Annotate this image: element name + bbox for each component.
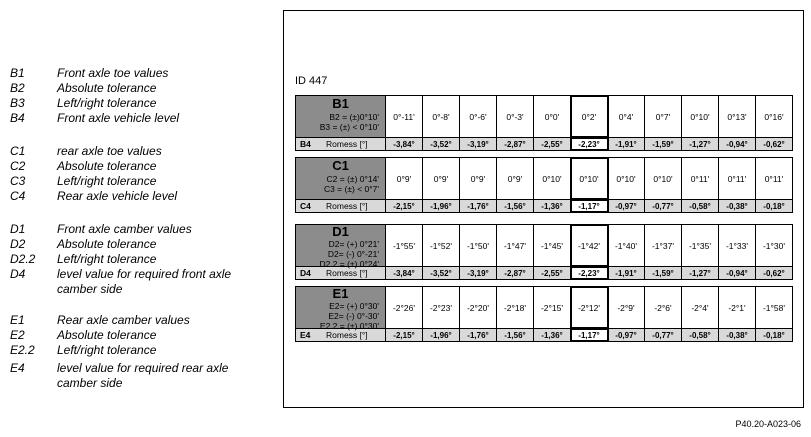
- value-cell: 0°2': [571, 96, 608, 137]
- level-cell: -0,62°: [763, 139, 785, 149]
- legend-item: [10, 252, 247, 267]
- value-cell: -2°9': [608, 287, 645, 328]
- level-cell: -0,58°: [682, 200, 719, 212]
- value-cell: 0°9': [423, 158, 460, 199]
- legend-item: [10, 96, 247, 111]
- value-cell: 0°11': [682, 158, 719, 199]
- level-label: Romess [°]: [326, 330, 368, 340]
- level-label: Romess [°]: [326, 268, 368, 278]
- tolerance-label: E2= (-) 0°-30': [328, 311, 379, 321]
- legend-key: B3: [10, 96, 25, 110]
- block-level-row: [296, 138, 792, 150]
- alignment-table-frame: [283, 10, 804, 408]
- level-key: C4: [300, 201, 311, 211]
- legend-description: Front axle toe values: [57, 66, 169, 80]
- block-header: [296, 224, 386, 269]
- value-cells: [386, 225, 792, 266]
- block-level-row: [296, 200, 792, 212]
- block-header: [296, 96, 386, 137]
- legend-item: [10, 144, 247, 159]
- legend-item: [10, 66, 247, 81]
- block-title: C1: [332, 158, 349, 173]
- level-cell: -1,17°: [571, 329, 608, 341]
- value-cell: 0°9': [386, 158, 423, 199]
- legend-description: rear axle toe values: [57, 144, 162, 158]
- level-cell: -1,36°: [534, 200, 571, 212]
- legend-key: B2: [10, 81, 25, 95]
- level-cell: -0,77°: [645, 200, 682, 212]
- level-cell: -1,59°: [645, 138, 682, 150]
- level-cell: -0,38°: [719, 329, 756, 341]
- level-cell: -0,97°: [608, 200, 645, 212]
- value-cell: 0°10': [682, 96, 719, 137]
- legend: [0, 0, 280, 437]
- value-cell: -2°23': [423, 287, 460, 328]
- value-cell: -2°26': [386, 287, 423, 328]
- legend-key: B4: [10, 111, 25, 125]
- level-cell: -0,18°: [763, 201, 785, 211]
- value-cells: [386, 158, 792, 199]
- level-cell: -2,55°: [534, 138, 571, 150]
- legend-description: Front axle vehicle level: [57, 111, 180, 125]
- legend-description: level value for required rear axle camber side: [57, 361, 229, 390]
- block-header: [296, 158, 386, 199]
- value-cell: 0°10': [608, 158, 645, 199]
- level-cell: -0,94°: [719, 138, 756, 150]
- legend-description: Left/right tolerance: [57, 96, 157, 110]
- tolerance-label: D2= (-) 0°-21': [327, 249, 379, 259]
- level-key: D4: [300, 268, 311, 278]
- value-cell: 0°0': [534, 96, 571, 137]
- value-cell: -2°15': [534, 287, 571, 328]
- level-cell: -1,59°: [645, 267, 682, 279]
- level-cells: [386, 200, 792, 212]
- legend-key: C3: [10, 174, 26, 188]
- level-header: [296, 200, 386, 212]
- value-cell: 0°16': [764, 111, 784, 122]
- level-cell: -1,56°: [497, 200, 534, 212]
- legend-key: E1: [10, 313, 25, 327]
- value-cell: -1°35': [682, 225, 719, 266]
- tolerance-label: D2.2 = (±) 0°24': [319, 259, 379, 269]
- legend-item: [10, 343, 247, 358]
- legend-key: C2: [10, 159, 26, 173]
- value-cell: -1°55': [386, 225, 423, 266]
- level-label: Romess [°]: [326, 201, 368, 211]
- level-cell: -1,56°: [497, 329, 534, 341]
- alignment-block-e1: [295, 286, 793, 342]
- block-values-row: [296, 96, 792, 138]
- legend-description: Rear axle camber values: [57, 313, 190, 327]
- value-cell: 0°9': [460, 158, 497, 199]
- level-cell: -2,87°: [497, 267, 534, 279]
- legend-item: [10, 81, 247, 96]
- value-cell: -2°4': [682, 287, 719, 328]
- block-values-row: [296, 158, 792, 200]
- value-cell: 0°11': [719, 158, 756, 199]
- level-cell: -0,18°: [763, 330, 785, 340]
- value-cell: 0°11': [764, 173, 784, 184]
- value-cell: 0°-8': [423, 96, 460, 137]
- legend-key: C4: [10, 189, 26, 203]
- value-cell: -1°47': [497, 225, 534, 266]
- level-cell: -0,62°: [763, 268, 785, 278]
- level-cell: -1,91°: [608, 138, 645, 150]
- value-cell: -2°20': [460, 287, 497, 328]
- legend-key: D4: [10, 267, 26, 281]
- tolerance-label: C2 = (±) 0°14': [326, 174, 379, 184]
- legend-item: [10, 222, 247, 237]
- level-header: [296, 329, 386, 341]
- legend-item: [10, 159, 247, 174]
- legend-description: Absolute tolerance: [57, 237, 157, 251]
- block-values-row: [296, 287, 792, 329]
- value-cell: -1°52': [423, 225, 460, 266]
- level-cell: -1,27°: [682, 138, 719, 150]
- value-cell: 0°7': [645, 96, 682, 137]
- value-cell: 0°10': [571, 158, 608, 199]
- value-cell: -1°30': [762, 240, 786, 251]
- legend-key: C1: [10, 144, 26, 158]
- level-cell: -2,23°: [571, 138, 608, 150]
- block-level-row: [296, 267, 792, 279]
- legend-description: Front axle camber values: [57, 222, 192, 236]
- block-level-row: [296, 329, 792, 341]
- value-cell: 0°10': [534, 158, 571, 199]
- value-cell: 0°-3': [497, 96, 534, 137]
- block-header: [296, 286, 386, 331]
- level-cell: -2,15°: [386, 329, 423, 341]
- legend-item: [10, 189, 247, 204]
- value-cells: [386, 96, 792, 137]
- level-cell: -1,36°: [534, 329, 571, 341]
- level-cell: -2,87°: [497, 138, 534, 150]
- alignment-block-c1: [295, 157, 793, 213]
- level-cell: -2,55°: [534, 267, 571, 279]
- level-cell: -0,58°: [682, 329, 719, 341]
- level-key: B4: [300, 139, 311, 149]
- legend-item: [10, 267, 247, 297]
- level-cell: -2,23°: [571, 267, 608, 279]
- value-cell: 0°4': [608, 96, 645, 137]
- block-title: E1: [332, 286, 349, 301]
- level-cell: -1,76°: [460, 200, 497, 212]
- level-cell: -3,52°: [423, 267, 460, 279]
- alignment-block-d1: [295, 224, 793, 280]
- value-cell: -1°33': [719, 225, 756, 266]
- value-cell: -2°12': [571, 287, 608, 328]
- legend-description: level value for required front axle camber side: [57, 267, 232, 296]
- value-cell: -2°18': [497, 287, 534, 328]
- level-cell: -3,52°: [423, 138, 460, 150]
- legend-description: Rear axle vehicle level: [57, 189, 178, 203]
- level-cell: -1,96°: [423, 329, 460, 341]
- legend-key: E2: [10, 328, 25, 342]
- value-cell: 0°-6': [460, 96, 497, 137]
- value-cell: -1°50': [460, 225, 497, 266]
- tolerance-label: E2= (+) 0°30': [329, 301, 379, 311]
- level-key: E4: [300, 330, 311, 340]
- legend-description: Absolute tolerance: [57, 328, 157, 342]
- value-cell: -1°40': [608, 225, 645, 266]
- level-cell: -1,76°: [460, 329, 497, 341]
- legend-key: D2: [10, 237, 26, 251]
- tolerance-label: E2.2 = (±) 0°30': [319, 321, 379, 331]
- level-cells: [386, 138, 792, 150]
- level-cells: [386, 329, 792, 341]
- legend-item: [10, 111, 247, 126]
- value-cell: -2°6': [645, 287, 682, 328]
- legend-description: Left/right tolerance: [57, 252, 157, 266]
- level-cell: -1,96°: [423, 200, 460, 212]
- legend-description: Absolute tolerance: [57, 81, 157, 95]
- tolerance-label: D2= (+) 0°21': [328, 239, 379, 249]
- value-cell: -2°1': [719, 287, 756, 328]
- legend-description: Absolute tolerance: [57, 159, 157, 173]
- level-header: [296, 267, 386, 279]
- tolerance-label: B3 = (±) < 0°10': [319, 122, 379, 132]
- legend-item: [10, 328, 247, 343]
- legend-item: [10, 313, 247, 328]
- value-cell: -1°58': [762, 302, 786, 313]
- table-id: ID 447: [295, 75, 328, 87]
- value-cell: 0°9': [497, 158, 534, 199]
- level-cell: -0,97°: [608, 329, 645, 341]
- level-cell: -0,94°: [719, 267, 756, 279]
- level-label: Romess [°]: [326, 139, 368, 149]
- legend-key: E4: [10, 361, 25, 375]
- alignment-block-b1: [295, 95, 793, 151]
- level-cells: [386, 267, 792, 279]
- level-cell: -0,38°: [719, 200, 756, 212]
- level-cell: -3,84°: [386, 267, 423, 279]
- value-cell: -1°37': [645, 225, 682, 266]
- block-title: D1: [332, 224, 349, 239]
- legend-description: Left/right tolerance: [57, 174, 157, 188]
- legend-item: [10, 174, 247, 189]
- level-cell: -1,27°: [682, 267, 719, 279]
- level-cell: -1,17°: [571, 200, 608, 212]
- figure-reference: P40.20-A023-06: [735, 419, 801, 429]
- block-values-row: [296, 225, 792, 267]
- block-title: B1: [332, 96, 349, 111]
- level-header: [296, 138, 386, 150]
- level-cell: -3,84°: [386, 138, 423, 150]
- level-cell: -0,77°: [645, 329, 682, 341]
- tolerance-label: C3 = (±) < 0°7': [323, 184, 379, 194]
- legend-item: [10, 361, 247, 391]
- level-cell: -2,15°: [386, 200, 423, 212]
- legend-item: [10, 237, 247, 252]
- legend-key: D2.2: [10, 252, 36, 266]
- value-cell: 0°13': [719, 96, 756, 137]
- legend-key: B1: [10, 66, 25, 80]
- level-cell: -1,91°: [608, 267, 645, 279]
- legend-key: E2.2: [10, 343, 35, 357]
- value-cell: 0°-11': [386, 96, 423, 137]
- level-cell: -3,19°: [460, 138, 497, 150]
- level-cell: -3,19°: [460, 267, 497, 279]
- legend-key: D1: [10, 222, 26, 236]
- legend-description: Left/right tolerance: [57, 343, 157, 357]
- value-cell: -1°42': [571, 225, 608, 266]
- value-cell: -1°45': [534, 225, 571, 266]
- value-cells: [386, 287, 792, 328]
- tolerance-label: B2 = (±)0°10': [329, 112, 379, 122]
- value-cell: 0°10': [645, 158, 682, 199]
